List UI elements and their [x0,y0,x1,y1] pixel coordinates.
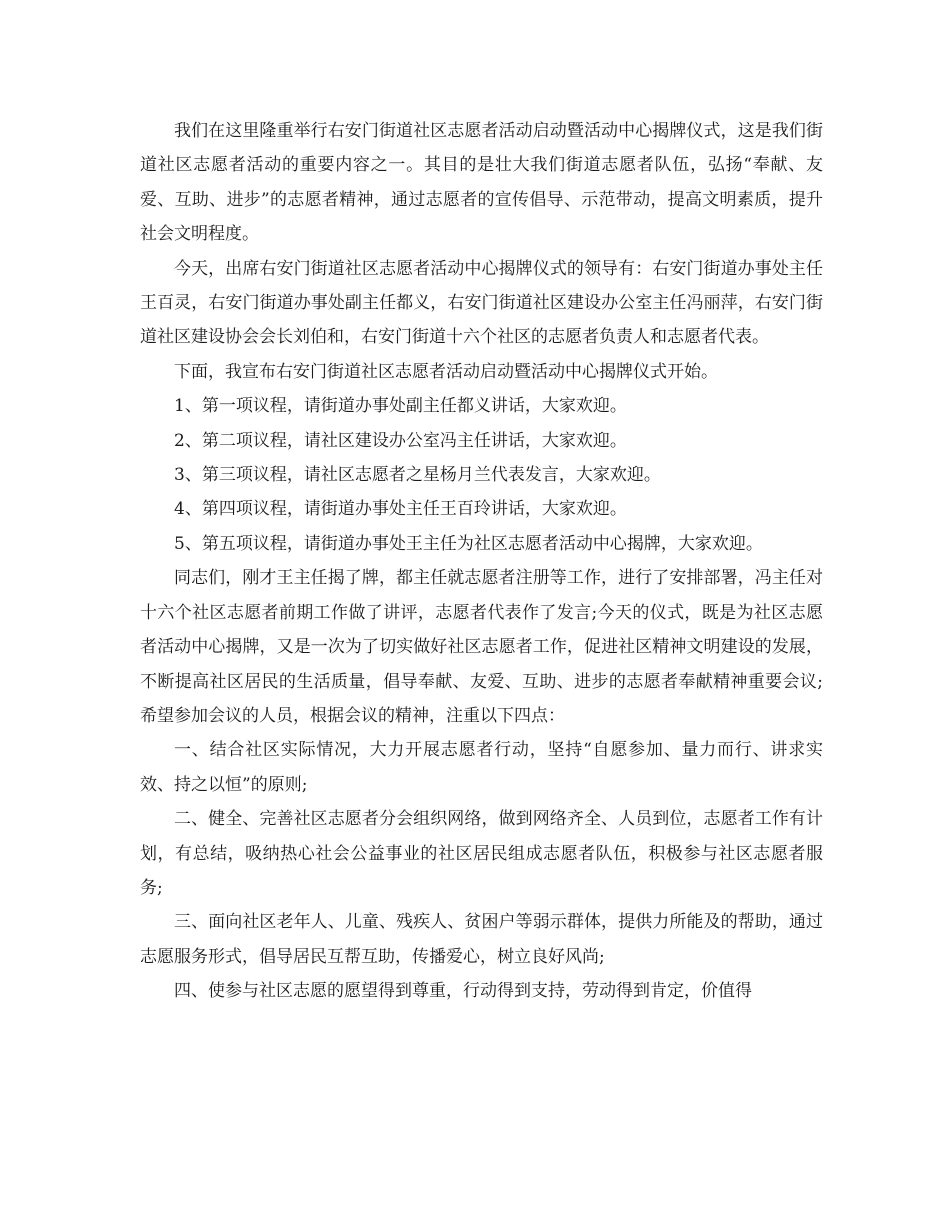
paragraph-summary: 同志们，刚才王主任揭了牌，都主任就志愿者注册等工作，进行了安排部署，冯主任对十六个社区志愿者前期工作做了讲评，志愿者代表作了发言;今天的仪式，既是为社区志愿者活动中心揭牌，又是一次为了切实做好社区志愿者工作，促进社区精神文明建设的发展，不断提高社区居民的生活质量，倡导奉献、友爱、互助、进步的志愿者奉献精神重要会议;希望参加会议的人员，根据会议的精神，注重以下四点： [140,568,823,726]
agenda-item-3: 3、第三项议程，请社区志愿者之星杨月兰代表发言，大家欢迎。 [174,465,661,486]
point-1: 一、结合社区实际情况，大力开展志愿者行动，坚持“自愿参加、量力而行、讲求实效、持之以恒”的原则; [140,740,823,795]
point-2: 二、健全、完善社区志愿者分会组织网络，做到网络齐全、人员到位，志愿者工作有计划，有总结，吸纳热心社会公益事业的社区居民组成志愿者队伍，积极参与社区志愿者服务; [140,809,823,898]
paragraph-announcement: 下面，我宣布右安门街道社区志愿者活动启动暨活动中心揭牌仪式开始。 [174,361,718,382]
agenda-item-4: 4、第四项议程，请街道办事处主任王百玲讲话，大家欢迎。 [174,499,627,520]
agenda-item-1: 1、第一项议程，请街道办事处副主任都义讲话，大家欢迎。 [174,396,627,417]
point-3: 三、面向社区老年人、儿童、残疾人、贫困户等弱示群体，提供力所能及的帮助，通过志愿服务形式，倡导居民互帮互助，传播爱心，树立良好风尚; [140,912,823,967]
paragraph-attendees: 今天，出席右安门街道社区志愿者活动中心揭牌仪式的领导有：右安门街道办事处主任王百灵，右安门街道办事处副主任都义，右安门街道社区建设办公室主任冯丽萍，右安门街道社区建设协会会长刘伯和，右安门街道十六个社区的志愿者负责人和志愿者代表。 [140,258,823,348]
paragraph-intro: 我们在这里隆重举行右安门街道社区志愿者活动启动暨活动中心揭牌仪式，这是我们街道社区志愿者活动的重要内容之一。其目的是壮大我们街道志愿者队伍，弘扬“奉献、友爱、互助、进步”的志愿者精神，通过志愿者的宣传倡导、示范带动，提高文明素质，提升社会文明程度。 [140,121,823,245]
document-body [140,114,823,1009]
point-4: 四、使参与社区志愿的愿望得到尊重，行动得到支持，劳动得到肯定，价值得 [174,981,752,1002]
agenda-item-2: 2、第二项议程，请社区建设办公室冯主任讲话，大家欢迎。 [174,430,627,451]
agenda-item-5: 5、第五项议程，请街道办事处王主任为社区志愿者活动中心揭牌，大家欢迎。 [174,533,763,554]
